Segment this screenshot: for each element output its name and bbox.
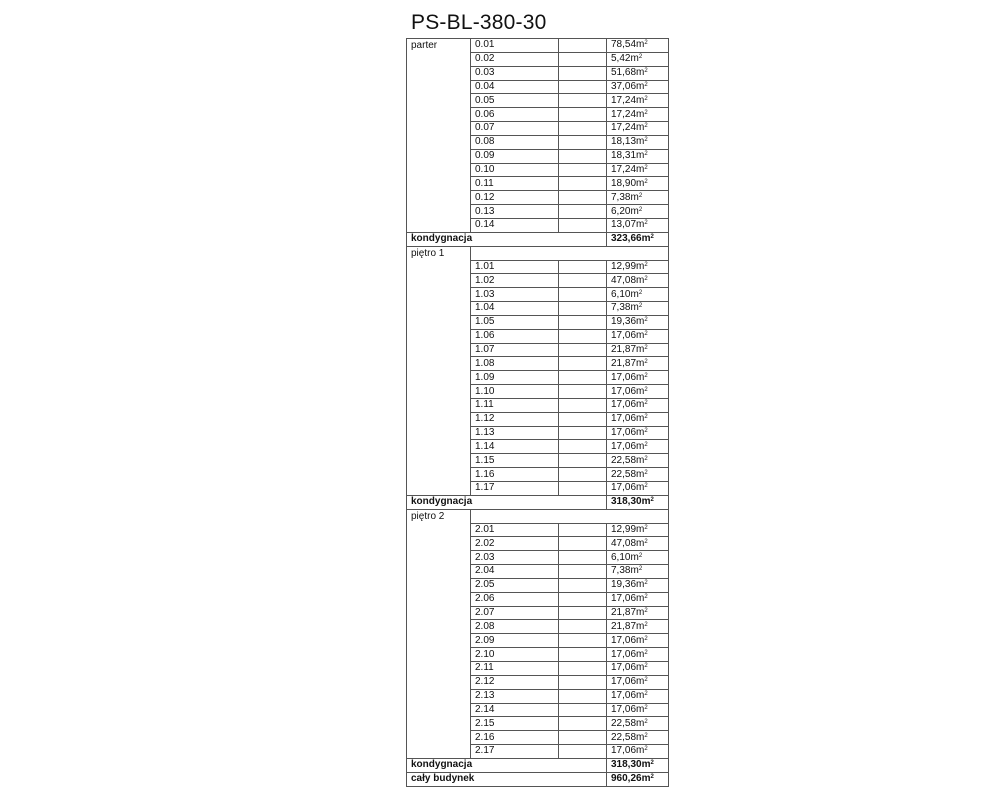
room-blank-cell bbox=[559, 606, 607, 620]
room-number: 0.04 bbox=[471, 80, 559, 94]
room-blank-cell bbox=[559, 385, 607, 399]
area-cell bbox=[607, 122, 669, 136]
area-unit: $m^2$ bbox=[636, 164, 648, 176]
area-unit: $m^2$ bbox=[630, 205, 643, 217]
area-cell bbox=[607, 482, 669, 496]
area-unit: $m^2$ bbox=[630, 551, 643, 563]
area-value: 17,06 bbox=[611, 482, 637, 494]
room-number: 2.02 bbox=[471, 537, 559, 551]
area-value: 78,54 bbox=[611, 39, 637, 51]
area-value: 17,06 bbox=[611, 330, 637, 342]
room-number: 1.16 bbox=[471, 468, 559, 482]
room-number: 1.10 bbox=[471, 385, 559, 399]
room-number: 1.02 bbox=[471, 274, 559, 288]
area-table bbox=[406, 38, 669, 787]
area-cell bbox=[607, 357, 669, 371]
area-unit: $m^2$ bbox=[636, 122, 648, 134]
area-unit: $m^2$ bbox=[636, 648, 648, 660]
room-blank-cell bbox=[559, 149, 607, 163]
area-value: 47,08 bbox=[611, 274, 637, 286]
room-number: 1.07 bbox=[471, 343, 559, 357]
area-unit: $m^2$ bbox=[636, 67, 648, 79]
area-value: 6,20 bbox=[611, 205, 631, 217]
area-value: 7,38 bbox=[611, 191, 631, 203]
room-number: 0.05 bbox=[471, 94, 559, 108]
building-total-row bbox=[407, 772, 669, 786]
room-number: 0.07 bbox=[471, 122, 559, 136]
room-blank-cell bbox=[559, 703, 607, 717]
room-number: 2.03 bbox=[471, 551, 559, 565]
room-number: 0.14 bbox=[471, 218, 559, 232]
room-blank-cell bbox=[559, 551, 607, 565]
floor-total-row bbox=[407, 232, 669, 246]
room-blank-cell bbox=[559, 66, 607, 80]
room-number: 1.12 bbox=[471, 412, 559, 426]
room-number: 1.13 bbox=[471, 426, 559, 440]
area-value: 21,87 bbox=[611, 607, 637, 619]
room-blank-cell bbox=[559, 717, 607, 731]
room-number: 2.15 bbox=[471, 717, 559, 731]
area-value: 18,90 bbox=[611, 177, 637, 189]
area-value: 318,30 bbox=[611, 759, 642, 771]
area-unit: $m^2$ bbox=[636, 523, 648, 535]
area-unit: $m^2$ bbox=[630, 288, 643, 300]
floor-name: piętro 2 bbox=[407, 509, 471, 758]
area-cell bbox=[607, 274, 669, 288]
area-unit: $m^2$ bbox=[636, 357, 648, 369]
floor-total-gap bbox=[559, 232, 607, 246]
area-value: 17,06 bbox=[611, 648, 637, 660]
total-area-cell bbox=[607, 772, 669, 786]
area-value: 12,99 bbox=[611, 523, 637, 535]
area-cell bbox=[607, 39, 669, 53]
room-blank-cell bbox=[559, 52, 607, 66]
area-unit: $m^2$ bbox=[636, 136, 648, 148]
area-cell bbox=[607, 94, 669, 108]
area-value: 22,58 bbox=[611, 468, 637, 480]
area-unit: $m^2$ bbox=[636, 385, 648, 397]
area-value: 17,24 bbox=[611, 94, 637, 106]
area-cell bbox=[607, 163, 669, 177]
room-number: 2.06 bbox=[471, 592, 559, 606]
area-unit: $m^2$ bbox=[636, 717, 648, 729]
area-unit: $m^2$ bbox=[636, 260, 648, 272]
area-unit: $m^2$ bbox=[641, 233, 654, 245]
area-value: 17,06 bbox=[611, 371, 637, 383]
area-unit: $m^2$ bbox=[636, 94, 648, 106]
room-number: 1.17 bbox=[471, 482, 559, 496]
area-cell bbox=[607, 703, 669, 717]
area-cell bbox=[607, 80, 669, 94]
room-blank-cell bbox=[559, 620, 607, 634]
room-number: 0.03 bbox=[471, 66, 559, 80]
area-value: 12,99 bbox=[611, 260, 637, 272]
room-number: 0.09 bbox=[471, 149, 559, 163]
area-cell bbox=[607, 52, 669, 66]
room-blank-cell bbox=[559, 205, 607, 219]
room-number: 1.06 bbox=[471, 329, 559, 343]
area-cell bbox=[607, 454, 669, 468]
room-number: 2.14 bbox=[471, 703, 559, 717]
room-number: 1.14 bbox=[471, 440, 559, 454]
area-value: 18,13 bbox=[611, 136, 637, 148]
area-value: 51,68 bbox=[611, 67, 637, 79]
room-blank-cell bbox=[559, 675, 607, 689]
floor-total-row bbox=[407, 758, 669, 772]
room-number: 2.10 bbox=[471, 648, 559, 662]
area-cell bbox=[607, 468, 669, 482]
area-cell bbox=[607, 661, 669, 675]
floor-total-label: kondygnacja bbox=[407, 232, 559, 246]
room-blank-cell bbox=[559, 648, 607, 662]
room-number: 2.13 bbox=[471, 689, 559, 703]
area-unit: $m^2$ bbox=[636, 399, 648, 411]
area-value: 17,06 bbox=[611, 690, 637, 702]
area-value: 22,58 bbox=[611, 717, 637, 729]
room-blank-cell bbox=[559, 315, 607, 329]
room-number: 2.05 bbox=[471, 578, 559, 592]
area-unit: $m^2$ bbox=[636, 745, 648, 757]
area-value: 17,06 bbox=[611, 413, 637, 425]
area-cell bbox=[607, 592, 669, 606]
area-value: 960,26 bbox=[611, 773, 642, 785]
area-cell bbox=[607, 315, 669, 329]
area-unit: $m^2$ bbox=[636, 39, 648, 51]
area-cell bbox=[607, 717, 669, 731]
room-blank-cell bbox=[559, 592, 607, 606]
area-cell bbox=[607, 371, 669, 385]
floor-name: piętro 1 bbox=[407, 246, 471, 495]
room-blank-cell bbox=[559, 454, 607, 468]
area-value: 6,10 bbox=[611, 551, 631, 563]
room-blank-cell bbox=[559, 440, 607, 454]
total-area-cell bbox=[607, 758, 669, 772]
area-cell bbox=[607, 578, 669, 592]
area-value: 17,24 bbox=[611, 108, 637, 120]
room-number: 1.08 bbox=[471, 357, 559, 371]
area-cell bbox=[607, 731, 669, 745]
area-cell bbox=[607, 440, 669, 454]
area-value: 318,30 bbox=[611, 496, 642, 508]
room-blank-cell bbox=[559, 260, 607, 274]
area-unit: $m^2$ bbox=[636, 219, 648, 231]
area-cell bbox=[607, 205, 669, 219]
area-unit: $m^2$ bbox=[636, 427, 648, 439]
floor-header-blank bbox=[471, 246, 669, 260]
area-unit: $m^2$ bbox=[636, 343, 648, 355]
room-number: 2.17 bbox=[471, 745, 559, 759]
room-blank-cell bbox=[559, 468, 607, 482]
area-cell bbox=[607, 135, 669, 149]
room-number: 0.10 bbox=[471, 163, 559, 177]
room-number: 0.02 bbox=[471, 52, 559, 66]
area-unit: $m^2$ bbox=[630, 53, 643, 65]
area-unit: $m^2$ bbox=[636, 593, 648, 605]
room-number: 0.06 bbox=[471, 108, 559, 122]
area-value: 13,07 bbox=[611, 219, 637, 231]
room-blank-cell bbox=[559, 288, 607, 302]
area-value: 17,06 bbox=[611, 593, 637, 605]
area-unit: $m^2$ bbox=[636, 634, 648, 646]
room-number: 1.09 bbox=[471, 371, 559, 385]
room-number: 1.01 bbox=[471, 260, 559, 274]
floor-total-label: kondygnacja bbox=[407, 758, 559, 772]
area-schedule bbox=[406, 10, 668, 787]
area-value: 7,38 bbox=[611, 302, 631, 314]
area-unit: $m^2$ bbox=[636, 454, 648, 466]
room-number: 1.11 bbox=[471, 398, 559, 412]
room-blank-cell bbox=[559, 329, 607, 343]
floor-header-blank bbox=[471, 509, 669, 523]
area-value: 17,06 bbox=[611, 745, 637, 757]
area-cell bbox=[607, 108, 669, 122]
area-value: 6,10 bbox=[611, 288, 631, 300]
room-row bbox=[407, 39, 669, 53]
room-blank-cell bbox=[559, 371, 607, 385]
area-cell bbox=[607, 218, 669, 232]
total-area-cell bbox=[607, 232, 669, 246]
area-cell bbox=[607, 66, 669, 80]
area-value: 21,87 bbox=[611, 343, 637, 355]
area-value: 17,06 bbox=[611, 440, 637, 452]
room-blank-cell bbox=[559, 689, 607, 703]
area-value: 17,06 bbox=[611, 676, 637, 688]
area-unit: $m^2$ bbox=[636, 468, 648, 480]
room-number: 2.01 bbox=[471, 523, 559, 537]
area-value: 17,06 bbox=[611, 399, 637, 411]
area-cell bbox=[607, 675, 669, 689]
area-unit: $m^2$ bbox=[636, 371, 648, 383]
area-unit: $m^2$ bbox=[636, 690, 648, 702]
area-value: 37,06 bbox=[611, 80, 637, 92]
area-cell bbox=[607, 606, 669, 620]
room-blank-cell bbox=[559, 108, 607, 122]
room-blank-cell bbox=[559, 398, 607, 412]
room-blank-cell bbox=[559, 565, 607, 579]
area-value: 21,87 bbox=[611, 357, 637, 369]
area-unit: $m^2$ bbox=[636, 676, 648, 688]
floor-total-gap bbox=[559, 495, 607, 509]
area-unit: $m^2$ bbox=[641, 773, 654, 785]
area-value: 22,58 bbox=[611, 454, 637, 466]
area-value: 17,24 bbox=[611, 164, 637, 176]
room-number: 1.15 bbox=[471, 454, 559, 468]
area-value: 47,08 bbox=[611, 537, 637, 549]
area-value: 17,06 bbox=[611, 427, 637, 439]
area-value: 19,36 bbox=[611, 579, 637, 591]
area-cell bbox=[607, 288, 669, 302]
area-cell bbox=[607, 689, 669, 703]
room-number: 2.07 bbox=[471, 606, 559, 620]
floor-total-label: kondygnacja bbox=[407, 495, 559, 509]
area-unit: $m^2$ bbox=[636, 177, 648, 189]
room-blank-cell bbox=[559, 482, 607, 496]
area-cell bbox=[607, 412, 669, 426]
area-unit: $m^2$ bbox=[636, 316, 648, 328]
area-unit: $m^2$ bbox=[636, 413, 648, 425]
area-unit: $m^2$ bbox=[636, 482, 648, 494]
area-value: 22,58 bbox=[611, 731, 637, 743]
room-blank-cell bbox=[559, 745, 607, 759]
building-total-gap bbox=[559, 772, 607, 786]
area-value: 5,42 bbox=[611, 53, 631, 65]
area-cell bbox=[607, 620, 669, 634]
room-blank-cell bbox=[559, 634, 607, 648]
room-blank-cell bbox=[559, 302, 607, 316]
room-blank-cell bbox=[559, 135, 607, 149]
area-unit: $m^2$ bbox=[630, 191, 643, 203]
area-cell bbox=[607, 565, 669, 579]
area-value: 17,06 bbox=[611, 385, 637, 397]
room-number: 0.11 bbox=[471, 177, 559, 191]
area-value: 323,66 bbox=[611, 233, 642, 245]
area-unit: $m^2$ bbox=[636, 537, 648, 549]
area-value: 19,36 bbox=[611, 316, 637, 328]
area-unit: $m^2$ bbox=[636, 703, 648, 715]
building-total-label: cały budynek bbox=[407, 772, 559, 786]
area-cell bbox=[607, 302, 669, 316]
room-number: 0.01 bbox=[471, 39, 559, 53]
area-table-body bbox=[407, 39, 669, 787]
floor-total-row bbox=[407, 495, 669, 509]
area-unit: $m^2$ bbox=[636, 440, 648, 452]
floor-name: parter bbox=[407, 39, 471, 233]
floor-header-row bbox=[407, 246, 669, 260]
room-number: 1.03 bbox=[471, 288, 559, 302]
room-number: 0.13 bbox=[471, 205, 559, 219]
room-number: 1.04 bbox=[471, 302, 559, 316]
room-blank-cell bbox=[559, 191, 607, 205]
area-unit: $m^2$ bbox=[636, 80, 648, 92]
room-blank-cell bbox=[559, 94, 607, 108]
room-blank-cell bbox=[559, 218, 607, 232]
room-blank-cell bbox=[559, 537, 607, 551]
room-blank-cell bbox=[559, 163, 607, 177]
room-blank-cell bbox=[559, 274, 607, 288]
area-unit: $m^2$ bbox=[641, 496, 654, 508]
area-cell bbox=[607, 634, 669, 648]
area-cell bbox=[607, 343, 669, 357]
area-unit: $m^2$ bbox=[636, 274, 648, 286]
area-unit: $m^2$ bbox=[636, 579, 648, 591]
area-cell bbox=[607, 191, 669, 205]
room-blank-cell bbox=[559, 39, 607, 53]
area-cell bbox=[607, 523, 669, 537]
area-cell bbox=[607, 551, 669, 565]
room-number: 1.05 bbox=[471, 315, 559, 329]
room-number: 0.12 bbox=[471, 191, 559, 205]
area-value: 18,31 bbox=[611, 150, 637, 162]
area-cell bbox=[607, 648, 669, 662]
total-area-cell bbox=[607, 495, 669, 509]
area-cell bbox=[607, 177, 669, 191]
area-unit: $m^2$ bbox=[636, 330, 648, 342]
area-value: 17,06 bbox=[611, 662, 637, 674]
area-unit: $m^2$ bbox=[636, 662, 648, 674]
room-blank-cell bbox=[559, 426, 607, 440]
room-blank-cell bbox=[559, 731, 607, 745]
room-blank-cell bbox=[559, 357, 607, 371]
room-number: 2.16 bbox=[471, 731, 559, 745]
area-unit: $m^2$ bbox=[641, 759, 654, 771]
room-blank-cell bbox=[559, 661, 607, 675]
floor-header-row bbox=[407, 509, 669, 523]
room-number: 2.12 bbox=[471, 675, 559, 689]
area-value: 17,24 bbox=[611, 122, 637, 134]
room-blank-cell bbox=[559, 122, 607, 136]
area-unit: $m^2$ bbox=[636, 108, 648, 120]
room-number: 2.04 bbox=[471, 565, 559, 579]
room-blank-cell bbox=[559, 578, 607, 592]
area-unit: $m^2$ bbox=[636, 607, 648, 619]
area-unit: $m^2$ bbox=[630, 302, 643, 314]
area-value: 17,06 bbox=[611, 634, 637, 646]
area-unit: $m^2$ bbox=[636, 620, 648, 632]
area-cell bbox=[607, 385, 669, 399]
area-cell bbox=[607, 537, 669, 551]
document-title: PS-BL-380-30 bbox=[411, 11, 547, 34]
room-number: 0.08 bbox=[471, 135, 559, 149]
area-unit: $m^2$ bbox=[630, 565, 643, 577]
area-cell bbox=[607, 745, 669, 759]
area-unit: $m^2$ bbox=[636, 150, 648, 162]
room-number: 2.09 bbox=[471, 634, 559, 648]
room-blank-cell bbox=[559, 523, 607, 537]
room-blank-cell bbox=[559, 80, 607, 94]
room-blank-cell bbox=[559, 412, 607, 426]
room-number: 2.11 bbox=[471, 661, 559, 675]
area-value: 21,87 bbox=[611, 620, 637, 632]
area-unit: $m^2$ bbox=[636, 731, 648, 743]
room-blank-cell bbox=[559, 343, 607, 357]
area-cell bbox=[607, 149, 669, 163]
area-cell bbox=[607, 426, 669, 440]
area-value: 7,38 bbox=[611, 565, 631, 577]
area-value: 17,06 bbox=[611, 703, 637, 715]
room-blank-cell bbox=[559, 177, 607, 191]
floor-total-gap bbox=[559, 758, 607, 772]
area-cell bbox=[607, 329, 669, 343]
area-cell bbox=[607, 260, 669, 274]
area-cell bbox=[607, 398, 669, 412]
room-number: 2.08 bbox=[471, 620, 559, 634]
